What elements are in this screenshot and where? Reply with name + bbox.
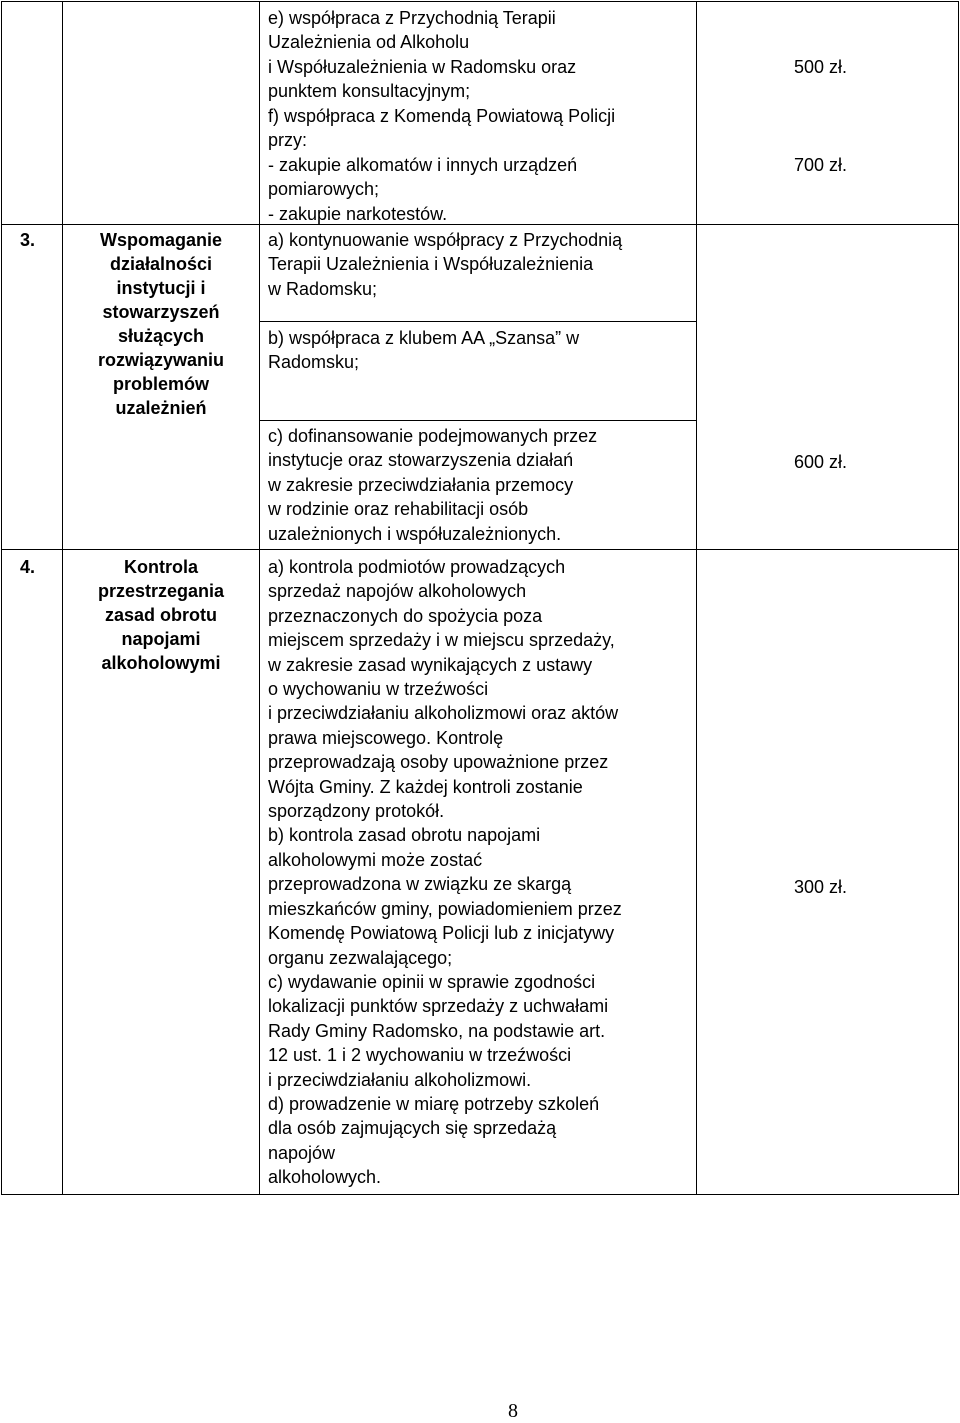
category-4: Kontrola przestrzegania zasad obrotu napojami alkoholowymi [97,557,225,673]
table-border-left [1,1,2,1194]
description-3b: b) współpraca z klubem AA „Szansa” w Radomsku; [268,328,580,373]
description-3c: c) dofinansowanie podejmowanych przez instytucje oraz stowarzyszenia działań w zakresie przeciwdziałania przemocy w rodzinie oraz rehabilitacji osób uzależnionych i współuzależnionych. [268,426,598,544]
column-divider-2 [259,1,260,1194]
table-border-right [958,1,959,1194]
page-number: 8 [508,1400,518,1422]
description-f: f) współpraca z Komendą Powiatową Policji przy: - zakupie alkomatów i innych urządzeń pomiarowych; - zakupie narkotestów. [268,106,616,224]
row-number-3: 3. [20,230,36,250]
cell-divider-3a [259,321,697,322]
amount-f: 700 zł. [794,155,848,175]
amount-e: 500 zł. [794,57,848,77]
column-divider-1 [62,1,63,1194]
description-e: e) współpraca z Przychodnią Terapii Uzależnienia od Alkoholu i Współuzależnienia w Radomsku oraz punktem konsultacyjnym; [268,8,577,102]
row-divider-3-4 [1,549,959,550]
description-4a: a) kontrola podmiotów prowadzących sprzedaż napojów alkoholowych przeznaczonych do spożycia poza miejscem sprzedaży i w miejscu sprzedaży, w zakresie zasad wynikających z ustawy o wychowaniu w trzeźwości i przeciwdziałaniu alkoholizmowi oraz aktów prawa miejscowego. Kontrolę przeprowadzają osoby upoważnione przez Wójta Gminy. Z każdej kontroli zostanie sporządzony protokół. b) kontrola zasad obrotu napojami alkoholowymi może zostać przeprowadzona w związku ze skargą mieszkańców gminy, powiadomieniem przez Komendę Powiatową Policji lub z inicjatywy organu zezwalającego; c) wydawanie opinii w sprawie zgodności lokalizacji punktów sprzedaży z uchwałami Rady Gminy Radomsko, na podstawie art. 12 ust. 1 i 2 wychowaniu w trzeźwości i przeciwdziałaniu alkoholizmowi. d) prowadzenie w miarę potrzeby szkoleń dla osób zajmujących się sprzedażą napojów alkoholowych. [268,557,622,1188]
amount-3: 600 zł. [794,452,848,472]
column-divider-3 [696,1,697,1194]
amount-4: 300 zł. [794,877,848,897]
cell-divider-3b [259,420,697,421]
table-border-bottom [1,1194,959,1195]
category-3: Wspomaganie działalności instytucji i stowarzyszeń służących rozwiązywaniu problemów uzależnień [97,230,225,418]
table-border-top [1,1,959,2]
row-number-4: 4. [20,557,36,577]
description-3a: a) kontynuowanie współpracy z Przychodnią Terapii Uzależnienia i Współuzależnienia w Radomsku; [268,230,623,299]
